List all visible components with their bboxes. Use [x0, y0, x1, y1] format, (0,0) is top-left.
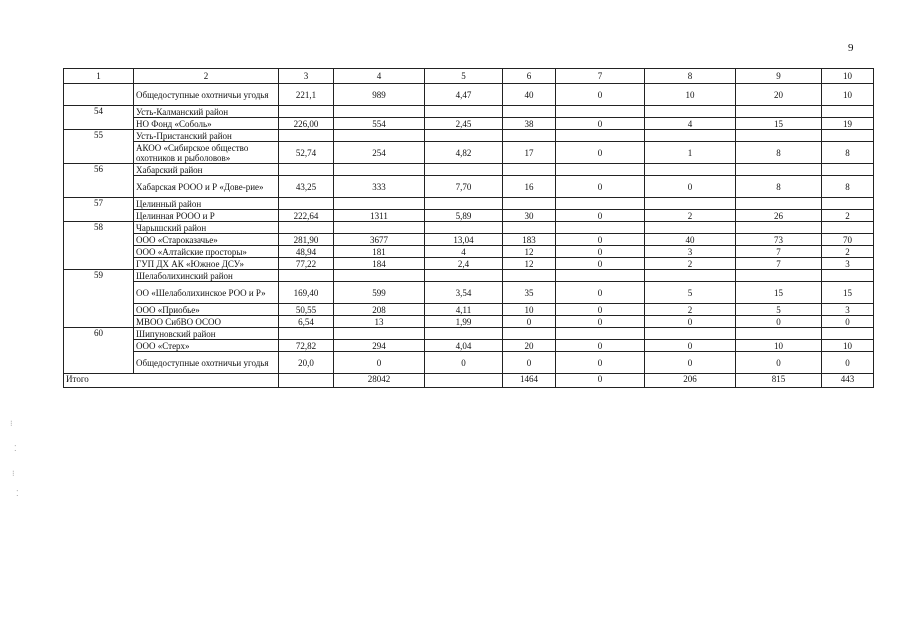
- table-cell-c7: 0: [556, 258, 645, 270]
- table-cell-empty: [645, 222, 736, 234]
- district-name: Хабарский район: [134, 164, 279, 176]
- table-cell-c5: 4,11: [425, 304, 503, 316]
- table-cell-empty: [279, 270, 334, 282]
- table-cell-c10: 3: [822, 258, 874, 270]
- table-cell-empty: [279, 222, 334, 234]
- table-row: [64, 246, 874, 258]
- table-cell-c5: 1,99: [425, 316, 503, 328]
- table-cell-c7: 0: [556, 176, 645, 198]
- table-cell-c8: 10: [645, 84, 736, 106]
- table-cell-c8: 2: [645, 210, 736, 222]
- table-row: [64, 210, 874, 222]
- table-cell-c4: 554: [334, 118, 425, 130]
- table-cell-c8: 0: [645, 176, 736, 198]
- table-cell-empty: [645, 198, 736, 210]
- table-cell-empty: [334, 270, 425, 282]
- table-row: [64, 176, 874, 198]
- table-cell-c4: 13: [334, 316, 425, 328]
- column-header: 2: [134, 69, 279, 84]
- district-row: [64, 270, 874, 282]
- table-cell-c4: 294: [334, 340, 425, 352]
- table-cell-c6: 0: [503, 352, 556, 374]
- table-cell-c8: 4: [645, 118, 736, 130]
- total-row: [64, 374, 874, 388]
- table-cell-c9: 8: [736, 176, 822, 198]
- organization-name: Общедоступные охотничьи угодья: [134, 84, 279, 106]
- table-cell-empty: [736, 270, 822, 282]
- table-cell-c9: 15: [736, 118, 822, 130]
- table-cell-empty: [822, 198, 874, 210]
- column-header: 9: [736, 69, 822, 84]
- table-cell-c10: 2: [822, 210, 874, 222]
- table-cell-empty: [425, 130, 503, 142]
- table-cell-empty: [503, 222, 556, 234]
- table-cell-empty: [822, 106, 874, 118]
- district-number: 54: [64, 106, 134, 130]
- district-row: [64, 130, 874, 142]
- table-cell-c3: 221,1: [279, 84, 334, 106]
- table-cell-c6: 10: [503, 304, 556, 316]
- table-cell-c7: 0: [556, 340, 645, 352]
- table-cell-c6: 12: [503, 246, 556, 258]
- table-cell-c9: 0: [736, 352, 822, 374]
- table-cell-c7: 0: [556, 246, 645, 258]
- table-cell-c10: 10: [822, 84, 874, 106]
- table-cell-c10: 10: [822, 340, 874, 352]
- table-cell-empty: [503, 328, 556, 340]
- table-cell-c5: 4,04: [425, 340, 503, 352]
- total-cell-c5: [425, 374, 503, 388]
- table-cell-c5: 2,45: [425, 118, 503, 130]
- table-cell-c8: 5: [645, 282, 736, 304]
- table-cell-c3: 77,22: [279, 258, 334, 270]
- table-cell-empty: [503, 164, 556, 176]
- table-cell-c3: 20,0: [279, 352, 334, 374]
- organization-name: Общедоступные охотничьи угодья: [134, 352, 279, 374]
- table-cell-c10: 8: [822, 142, 874, 164]
- district-number: 58: [64, 222, 134, 270]
- table-cell-c3: 52,74: [279, 142, 334, 164]
- table-cell-c5: 4,82: [425, 142, 503, 164]
- table-cell-empty: [503, 270, 556, 282]
- table-cell-empty: [645, 270, 736, 282]
- table-cell-c8: 2: [645, 304, 736, 316]
- table-cell-c10: 0: [822, 316, 874, 328]
- district-row: [64, 328, 874, 340]
- total-cell-c6: 1464: [503, 374, 556, 388]
- table-cell-empty: [556, 328, 645, 340]
- table-cell-empty: [425, 222, 503, 234]
- district-name: Шипуновский район: [134, 328, 279, 340]
- table-row: [64, 316, 874, 328]
- table-cell-c4: 0: [334, 352, 425, 374]
- table-cell-c9: 5: [736, 304, 822, 316]
- table-cell-c7: 0: [556, 282, 645, 304]
- table-cell-c6: 17: [503, 142, 556, 164]
- district-number: 60: [64, 328, 134, 374]
- table-cell-empty: [503, 106, 556, 118]
- total-cell-c10: 443: [822, 374, 874, 388]
- table-cell-empty: [279, 164, 334, 176]
- organization-name: ООО «Алтайские просторы»: [134, 246, 279, 258]
- table-cell-c3: 222,64: [279, 210, 334, 222]
- district-number: 56: [64, 164, 134, 198]
- table-cell-c8: 40: [645, 234, 736, 246]
- table-cell-empty: [425, 328, 503, 340]
- table-cell-empty: [736, 106, 822, 118]
- table-cell-c5: 13,04: [425, 234, 503, 246]
- table-cell-empty: [556, 106, 645, 118]
- table-cell-empty: [425, 106, 503, 118]
- column-header: 5: [425, 69, 503, 84]
- table-cell-c3: 50,55: [279, 304, 334, 316]
- table-cell-c8: 0: [645, 352, 736, 374]
- table-cell-c9: 73: [736, 234, 822, 246]
- table-cell-c7: 0: [556, 352, 645, 374]
- organization-name: ООО «Приобье»: [134, 304, 279, 316]
- table-cell-empty: [822, 130, 874, 142]
- table-cell-c3: 48,94: [279, 246, 334, 258]
- table-cell-empty: [645, 106, 736, 118]
- column-header: 6: [503, 69, 556, 84]
- table-cell-c6: 30: [503, 210, 556, 222]
- table-cell-c7: 0: [556, 84, 645, 106]
- district-number: 57: [64, 198, 134, 222]
- table-cell-c4: 181: [334, 246, 425, 258]
- table-cell-c9: 26: [736, 210, 822, 222]
- district-name: Целинный район: [134, 198, 279, 210]
- table-cell-c6: 0: [503, 316, 556, 328]
- organization-name: Целинная РООО и Р: [134, 210, 279, 222]
- scan-artifact: ⁝: [12, 469, 15, 478]
- table-cell-c6: 40: [503, 84, 556, 106]
- table-cell-empty: [556, 130, 645, 142]
- table-cell-c9: 15: [736, 282, 822, 304]
- table-row: [64, 142, 874, 164]
- table-cell-empty: [279, 130, 334, 142]
- table-cell-c5: 4: [425, 246, 503, 258]
- table-cell-c6: 38: [503, 118, 556, 130]
- table-cell-empty: [822, 164, 874, 176]
- table-cell-c6: 183: [503, 234, 556, 246]
- table-cell-c3: 6,54: [279, 316, 334, 328]
- table-cell-empty: [556, 164, 645, 176]
- organization-name: Хабарская РООО и Р «Дове-рие»: [134, 176, 279, 198]
- table-cell-c9: 7: [736, 246, 822, 258]
- district-number: 55: [64, 130, 134, 164]
- table-row: [64, 304, 874, 316]
- table-row: [64, 234, 874, 246]
- district-name: Усть-Калманский район: [134, 106, 279, 118]
- table-cell-empty: [334, 198, 425, 210]
- table-row: [64, 258, 874, 270]
- table-cell-c5: 5,89: [425, 210, 503, 222]
- total-cell-c7: 0: [556, 374, 645, 388]
- organization-name: МВОО СибВО ОСОО: [134, 316, 279, 328]
- table-cell-c4: 184: [334, 258, 425, 270]
- column-header: 10: [822, 69, 874, 84]
- page-number: 9: [848, 42, 854, 54]
- table-cell-c9: 0: [736, 316, 822, 328]
- table-cell-c8: 3: [645, 246, 736, 258]
- table-cell-c7: 0: [556, 118, 645, 130]
- table-body: [64, 69, 874, 388]
- scan-artifact: ⁚: [14, 444, 17, 453]
- table-row: [64, 118, 874, 130]
- table-cell-c7: 0: [556, 142, 645, 164]
- organization-name: НО Фонд «Соболь»: [134, 118, 279, 130]
- table-cell-c9: 20: [736, 84, 822, 106]
- column-header: 7: [556, 69, 645, 84]
- organization-name: ОО «Шелаболихинское РОО и Р»: [134, 282, 279, 304]
- table-cell-c5: 0: [425, 352, 503, 374]
- column-header: 3: [279, 69, 334, 84]
- table-cell-empty: [279, 198, 334, 210]
- table-row: [64, 282, 874, 304]
- table-cell-empty: [334, 130, 425, 142]
- table-cell-c5: 3,54: [425, 282, 503, 304]
- district-number: [64, 84, 134, 106]
- table-cell-empty: [736, 164, 822, 176]
- table-cell-c5: 7,70: [425, 176, 503, 198]
- district-row: [64, 106, 874, 118]
- table-cell-c10: 2: [822, 246, 874, 258]
- district-number: 59: [64, 270, 134, 328]
- table-cell-c3: 43,25: [279, 176, 334, 198]
- table-cell-c6: 12: [503, 258, 556, 270]
- table-cell-c7: 0: [556, 304, 645, 316]
- table-cell-c8: 0: [645, 340, 736, 352]
- table-cell-empty: [736, 198, 822, 210]
- table-cell-empty: [556, 270, 645, 282]
- organization-name: ГУП ДХ АК «Южное ДСУ»: [134, 258, 279, 270]
- organization-name: АКОО «Сибирское общество охотников и рыболовов»: [134, 142, 279, 164]
- table-cell-c4: 3677: [334, 234, 425, 246]
- table-cell-c10: 19: [822, 118, 874, 130]
- table-cell-c4: 333: [334, 176, 425, 198]
- table-cell-c10: 15: [822, 282, 874, 304]
- table-cell-empty: [503, 198, 556, 210]
- total-cell-c4: 28042: [334, 374, 425, 388]
- table-cell-c3: 281,90: [279, 234, 334, 246]
- table-cell-empty: [556, 222, 645, 234]
- organization-name: ООО «Стерх»: [134, 340, 279, 352]
- table-cell-c8: 0: [645, 316, 736, 328]
- table-cell-empty: [822, 270, 874, 282]
- table-cell-empty: [279, 106, 334, 118]
- table-cell-c6: 35: [503, 282, 556, 304]
- table-cell-c7: 0: [556, 234, 645, 246]
- table-cell-empty: [645, 130, 736, 142]
- total-cell-c3: [279, 374, 334, 388]
- table-cell-c9: 10: [736, 340, 822, 352]
- table-cell-c4: 599: [334, 282, 425, 304]
- total-cell-c8: 206: [645, 374, 736, 388]
- table-cell-c3: 72,82: [279, 340, 334, 352]
- table-cell-c6: 16: [503, 176, 556, 198]
- table-cell-c3: 169,40: [279, 282, 334, 304]
- total-cell-c9: 815: [736, 374, 822, 388]
- table-row: [64, 352, 874, 374]
- table-cell-c10: 0: [822, 352, 874, 374]
- table-cell-empty: [645, 328, 736, 340]
- table-cell-c6: 20: [503, 340, 556, 352]
- table-cell-empty: [334, 328, 425, 340]
- district-row: [64, 222, 874, 234]
- district-name: Шелаболихинский район: [134, 270, 279, 282]
- district-row: [64, 198, 874, 210]
- table-cell-empty: [334, 222, 425, 234]
- district-name: Усть-Пристанский район: [134, 130, 279, 142]
- table-cell-empty: [736, 222, 822, 234]
- table-cell-c9: 8: [736, 142, 822, 164]
- table-cell-c8: 1: [645, 142, 736, 164]
- table-cell-c3: 226,00: [279, 118, 334, 130]
- table-cell-empty: [503, 130, 556, 142]
- table-cell-c4: 208: [334, 304, 425, 316]
- district-name: Чарышский район: [134, 222, 279, 234]
- column-header: 8: [645, 69, 736, 84]
- column-header: 4: [334, 69, 425, 84]
- table-cell-empty: [822, 222, 874, 234]
- scan-artifact: ⁝: [10, 419, 13, 428]
- table-cell-c5: 4,47: [425, 84, 503, 106]
- table-cell-c8: 2: [645, 258, 736, 270]
- table-cell-c7: 0: [556, 316, 645, 328]
- data-table: [63, 68, 874, 388]
- table-cell-c4: 254: [334, 142, 425, 164]
- table-header-row: [64, 69, 874, 84]
- table-cell-c10: 8: [822, 176, 874, 198]
- scan-artifact: ⁚: [16, 489, 19, 498]
- table-cell-empty: [736, 328, 822, 340]
- total-label: Итого: [64, 374, 279, 388]
- district-row: [64, 164, 874, 176]
- organization-name: ООО «Староказачье»: [134, 234, 279, 246]
- table-cell-c7: 0: [556, 210, 645, 222]
- table-cell-c4: 989: [334, 84, 425, 106]
- table-cell-empty: [279, 328, 334, 340]
- table-cell-c10: 3: [822, 304, 874, 316]
- table-cell-empty: [556, 198, 645, 210]
- table-cell-empty: [334, 106, 425, 118]
- table-row: [64, 84, 874, 106]
- table-cell-empty: [425, 164, 503, 176]
- table-cell-c9: 7: [736, 258, 822, 270]
- table-cell-empty: [425, 270, 503, 282]
- table-cell-empty: [425, 198, 503, 210]
- table-cell-empty: [645, 164, 736, 176]
- table-cell-empty: [334, 164, 425, 176]
- table-cell-empty: [822, 328, 874, 340]
- table-cell-empty: [736, 130, 822, 142]
- table-cell-c10: 70: [822, 234, 874, 246]
- table-row: [64, 340, 874, 352]
- table-cell-c5: 2,4: [425, 258, 503, 270]
- column-header: 1: [64, 69, 134, 84]
- table-cell-c4: 1311: [334, 210, 425, 222]
